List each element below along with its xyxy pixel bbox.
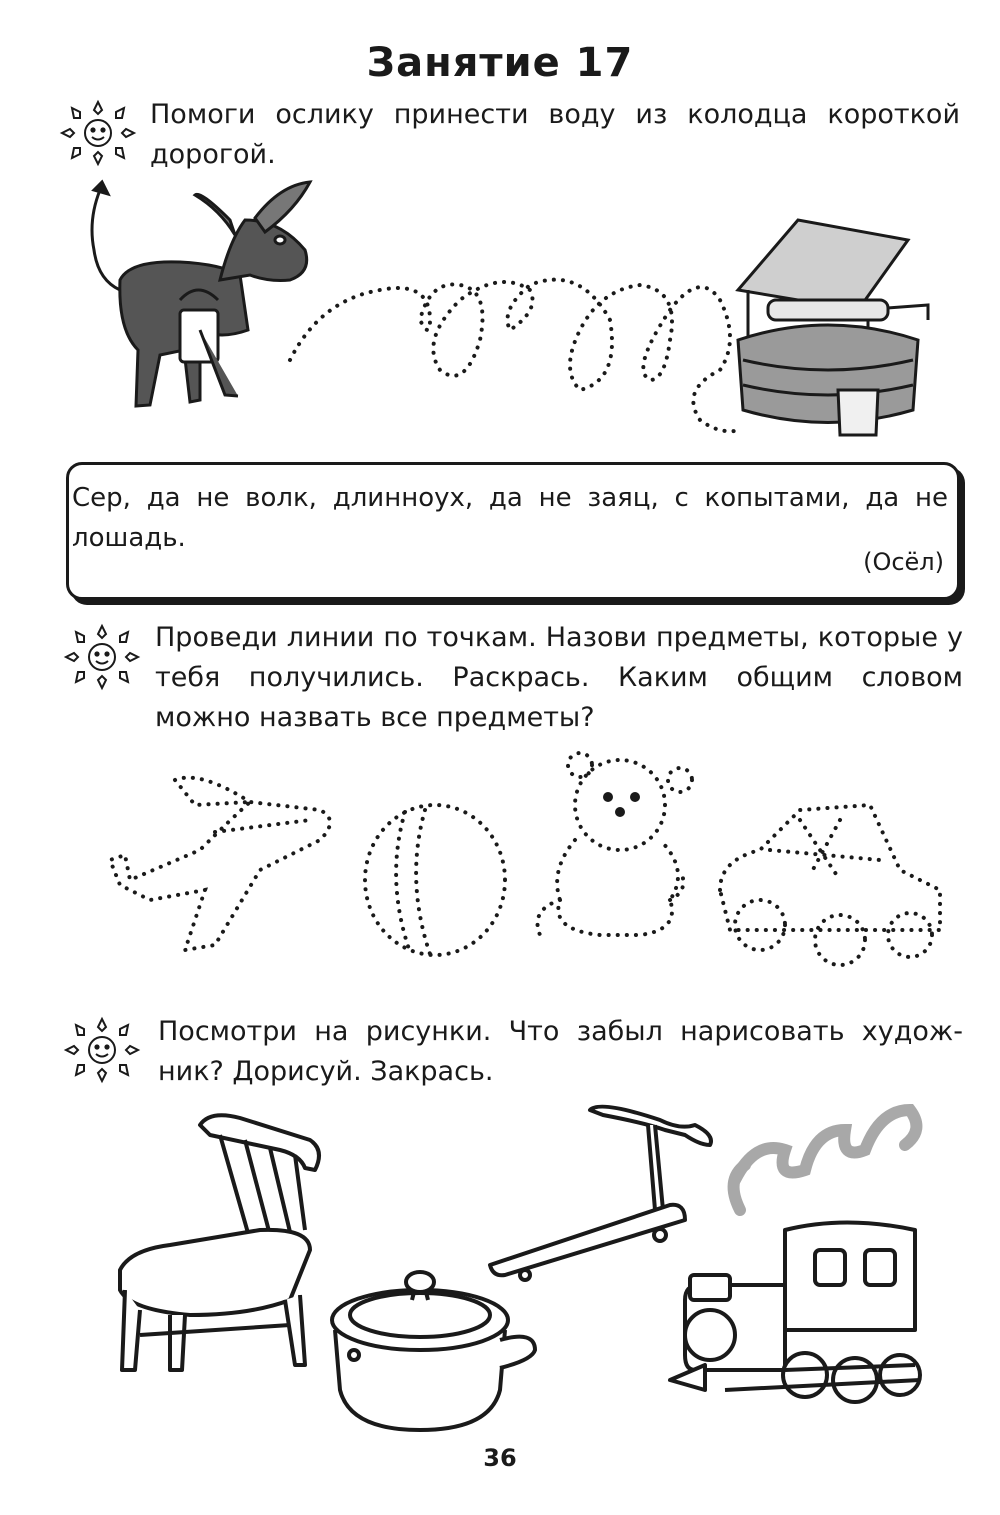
dotted-teddy-bear [538, 753, 693, 935]
page-number: 36 [483, 1444, 517, 1472]
task-2-text: Проведи линии по точкам. Назови предметы, которые у тебя получились. Раскрась. Каким общим словом можно назвать все предметы? [155, 622, 963, 733]
dotted-truck [720, 805, 940, 965]
task-1-text: Помоги ослику принести воду из колодца короткой дорогой. [150, 99, 960, 170]
dotted-airplane [110, 778, 330, 950]
well-illustration [728, 210, 938, 440]
sun-icon [62, 1015, 142, 1085]
task-3-text: Посмотри на рисунки. Что забыл нарисовать худож-ник? Дорисуй. Закрась. [158, 1016, 963, 1087]
sun-icon [62, 622, 142, 692]
chair-illustration [110, 1110, 330, 1380]
maze-dotted-path [280, 260, 740, 440]
riddle-text: Сер, да не волк, длинноух, да не заяц, с копытами, да не лошадь. [72, 483, 948, 553]
page-title: Занятие 17 [366, 40, 634, 86]
train-illustration [665, 1090, 935, 1420]
riddle-answer: (Осёл) [863, 548, 944, 576]
dotted-ball [365, 805, 505, 955]
dotted-toys-row [80, 740, 950, 980]
sun-icon [58, 98, 138, 168]
